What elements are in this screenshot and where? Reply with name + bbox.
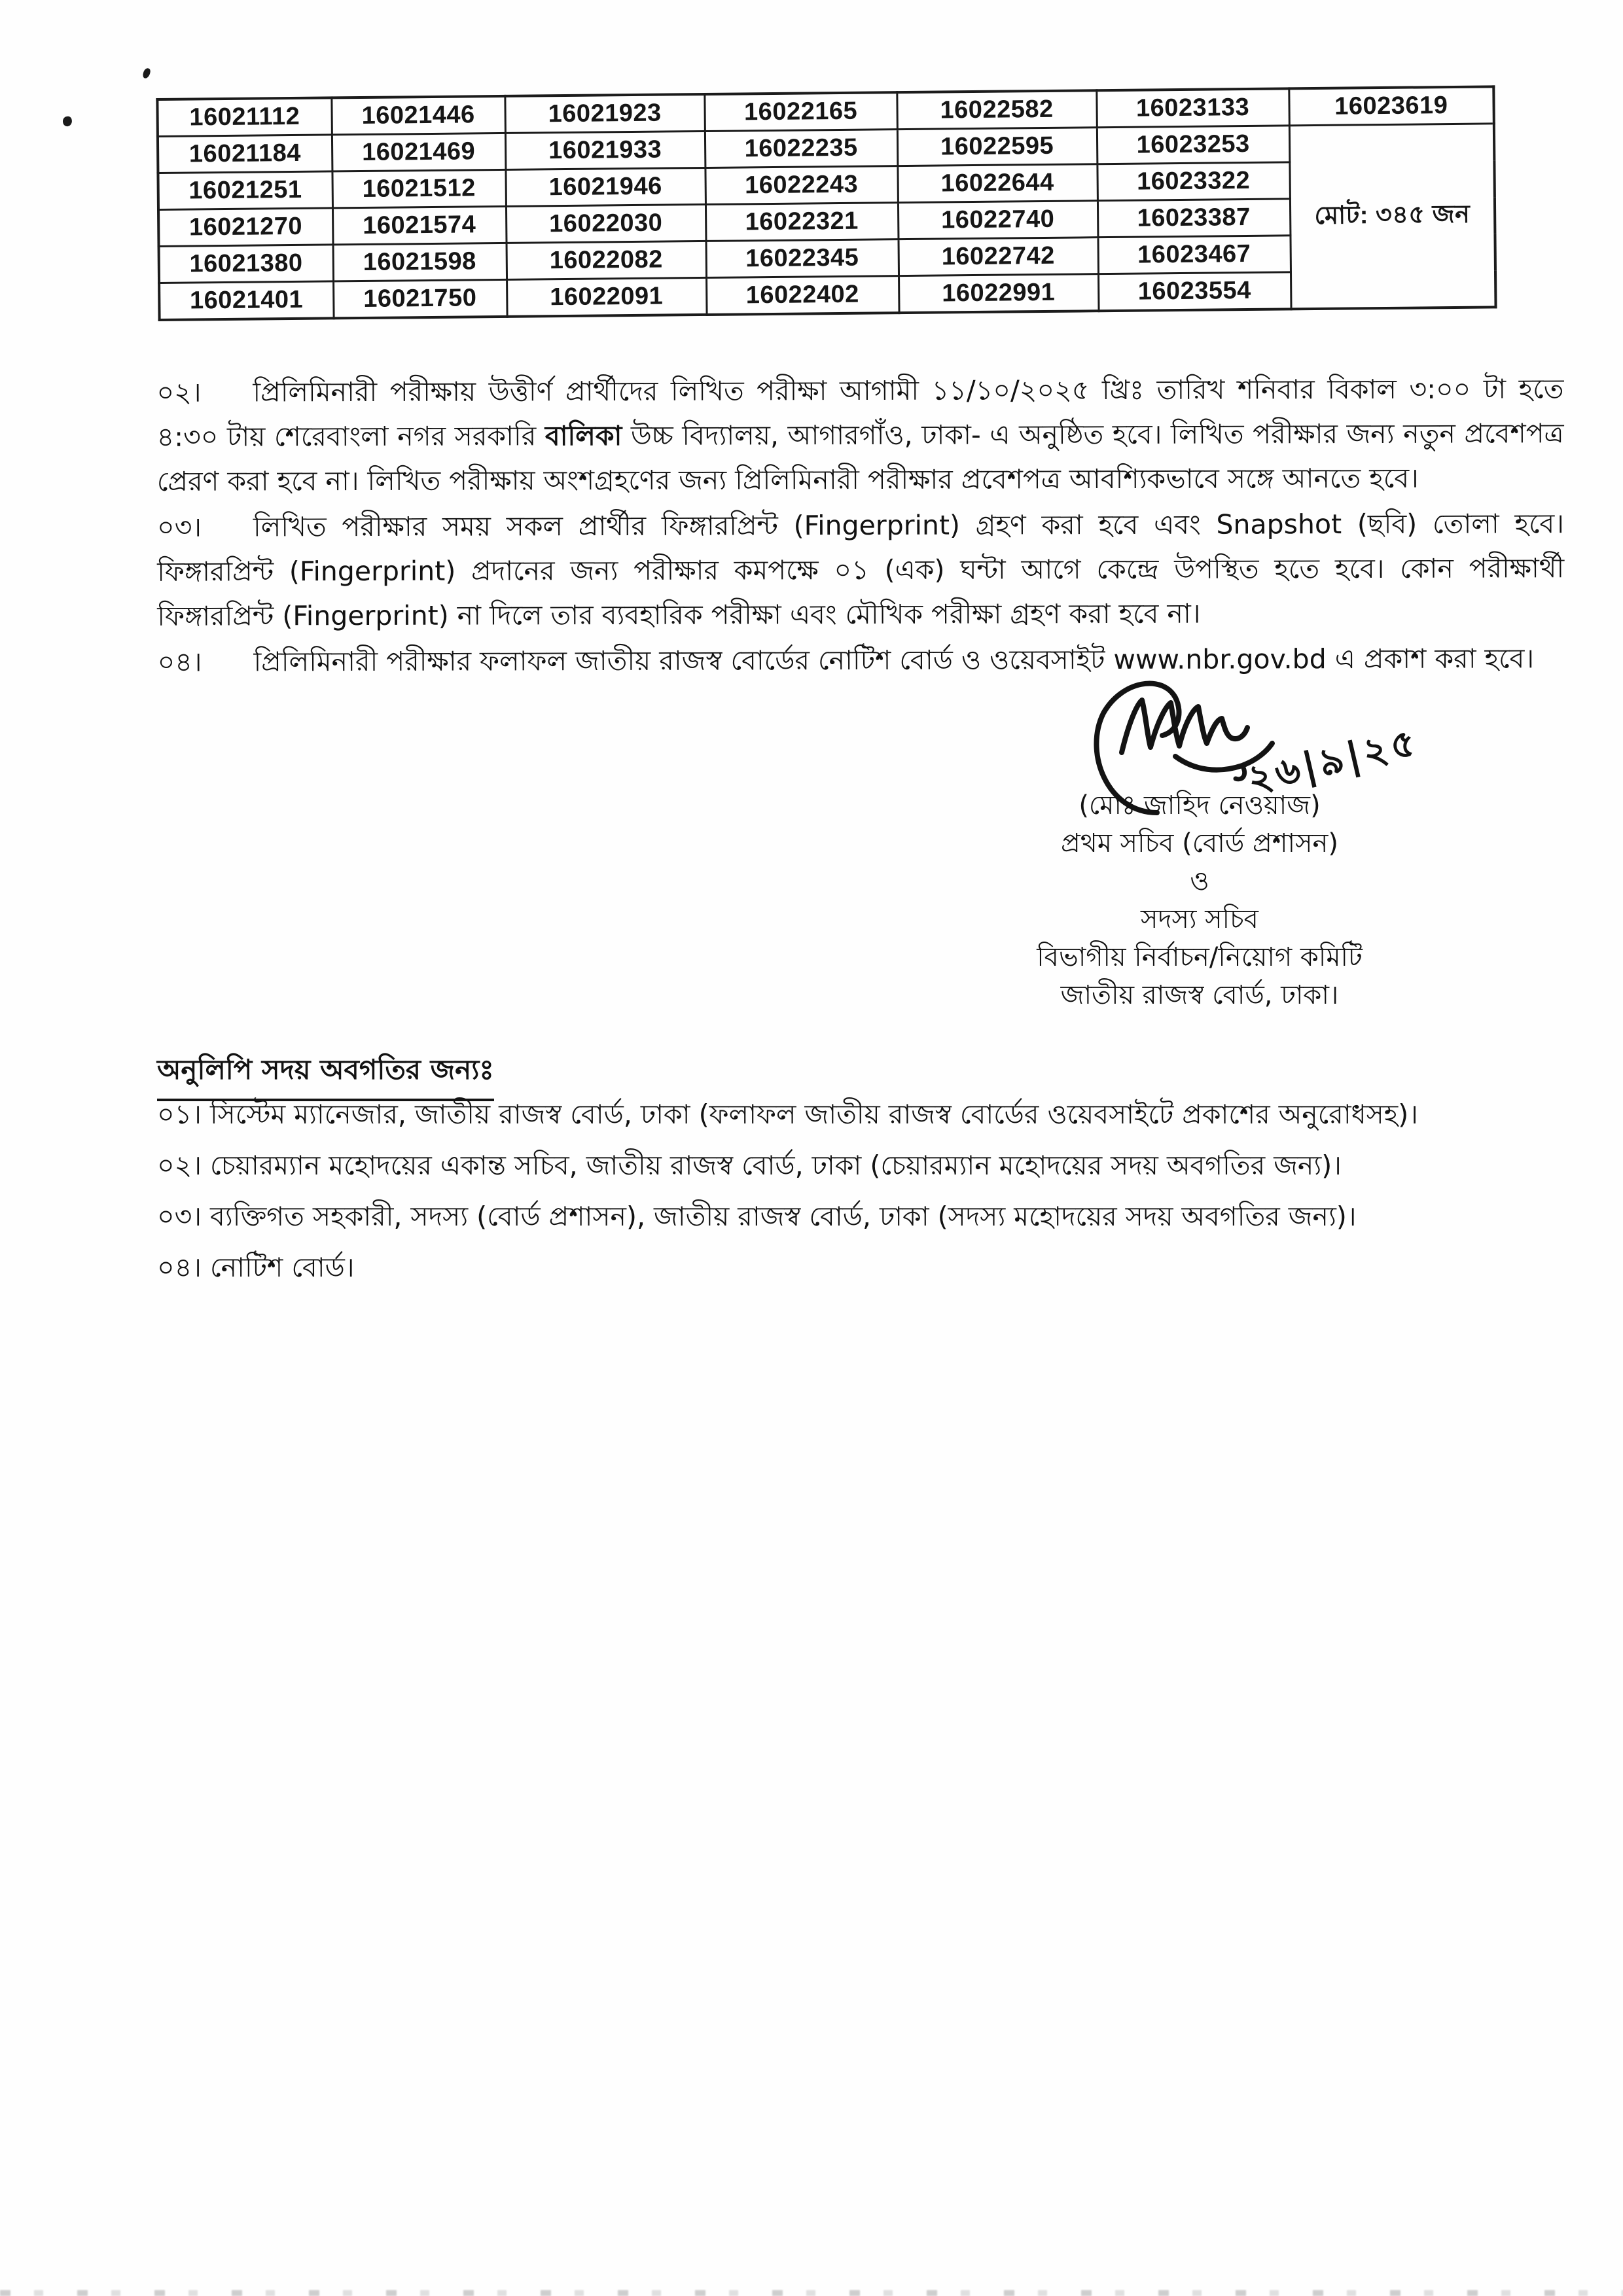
copy-list-item: ০২। চেয়ারম্যান মহোদয়ের একান্ত সচিব, জাতীয় রাজস্ব বোর্ড, ঢাকা (চেয়ারম্যান মহোদয়ের সদয় অবগতির জন্য)।: [157, 1150, 1342, 1181]
total-count-cell: মোট: ৩৪৫ জন: [1289, 124, 1496, 309]
roll-number-cell: 16022644: [897, 164, 1097, 203]
roll-number-cell: 16022991: [899, 274, 1099, 313]
roll-number-cell: 16022321: [705, 203, 899, 241]
copy-section-heading: অনুলিপি সদয় অবগতির জন্যঃ: [157, 1048, 494, 1101]
roll-number-cell: 16022165: [704, 92, 897, 131]
roll-number-cell: 16022582: [897, 90, 1097, 129]
roll-number-cell: 16021598: [333, 243, 507, 281]
roll-number-cell: 16022243: [705, 166, 898, 205]
paragraph-number: ০৪।: [157, 646, 202, 678]
roll-number-cell: 16023322: [1097, 162, 1290, 201]
roll-number-cell: 16023554: [1098, 272, 1291, 311]
roll-number-cell: 16022742: [898, 238, 1098, 276]
roll-number-cell: 16021270: [158, 208, 333, 247]
paragraph-03-text: লিখিত পরীক্ষার সময় সকল প্রার্থীর ফিঙ্গারপ্রিন্ট (Fingerprint) গ্রহণ করা হবে এবং Snapshot (ছবি) তোলা হবে। ফিঙ্গারপ্রিন্ট (Fingerprint) প্রদানের জন্য পরীক্ষার কমপক্ষে ০১ (এক) ঘন্টা আগে কেন্দ্রে উপস্থিত হতে হবে। কোন পরীক্ষার্থী ফিঙ্গারপ্রিন্ট (Fingerprint) না দিলে তার ব্যবহারিক পরীক্ষা এবং মৌখিক পরীক্ষা গ্রহণ করা হবে না।: [157, 508, 1565, 632]
paragraph-04: [157, 636, 1564, 684]
paragraph-number: ০৩।: [156, 511, 202, 543]
signatory-organization: জাতীয় রাজস্ব বোর্ড, ঢাকা।: [1060, 980, 1339, 1010]
roll-number-cell: 16022402: [706, 276, 899, 315]
signatory-title-primary: প্রথম সচিব (বোর্ড প্রশাসন): [1061, 828, 1338, 858]
roll-number-table: [156, 85, 1497, 321]
roll-number-cell: 16023387: [1097, 199, 1291, 238]
roll-number-cell: 16022740: [898, 201, 1098, 239]
roll-number-cell: 16021401: [159, 281, 334, 320]
copy-list: [157, 1089, 1571, 1293]
roll-number-cell: 16021446: [331, 96, 505, 135]
roll-number-cell: 16022345: [705, 239, 899, 278]
roll-number-cell: 16021574: [332, 206, 507, 245]
roll-number-cell: 16023619: [1289, 86, 1494, 126]
roll-number-cell: 16023133: [1096, 88, 1289, 127]
paragraph-02-bold-word: বালিকা: [544, 419, 622, 452]
roll-number-cell: 16023467: [1097, 236, 1291, 274]
roll-number-cell: 16021946: [505, 168, 705, 206]
roll-number-cell: 16022082: [507, 241, 707, 279]
roll-number-cell: 16021380: [159, 245, 334, 283]
paragraph-number: ০২।: [156, 376, 202, 408]
roll-number-cell: 16023253: [1097, 126, 1290, 164]
paragraph-02: [156, 366, 1564, 504]
signatory-name: (মোঃ জাহিদ নেওয়াজ): [1079, 790, 1321, 821]
roll-number-cell: 16021923: [505, 94, 705, 133]
notice-body: [156, 366, 1564, 686]
roll-number-cell: 16022030: [506, 204, 706, 243]
signature-date-handwritten: ২৬|৯|২৫: [1243, 719, 1423, 802]
roll-number-cell: 16021750: [333, 279, 507, 318]
roll-number-cell: 16021512: [332, 169, 506, 208]
signatory-committee: বিভাগীয় নির্বাচন/নিয়োগ কমিটি: [1037, 942, 1363, 972]
roll-number-table-body: [157, 86, 1495, 320]
roll-number-cell: 16022091: [507, 277, 707, 316]
roll-number-table-wrapper: [156, 85, 1497, 321]
roll-number-cell: 16021251: [158, 171, 332, 210]
roll-number-cell: 16021469: [332, 133, 506, 171]
paragraph-03: [157, 501, 1565, 639]
paragraph-02-text-pre: প্রিলিমিনারী পরীক্ষায় উত্তীর্ণ প্রার্থীদের লিখিত পরীক্ষা আগামী ১১/১০/২০২৫ খ্রিঃ তারিখ শনিবার বিকাল ৩:০০ টা হতে ৪:৩০ টায় শেরেবাংলা নগর সরকারি: [156, 373, 1564, 453]
paragraph-04-text: প্রিলিমিনারী পরীক্ষার ফলাফল জাতীয় রাজস্ব বোর্ডের নোটিশ বোর্ড ও ওয়েবসাইট www.nbr.gov.bd এ প্রকাশ করা হবে।: [253, 643, 1535, 678]
ink-speck: [142, 67, 151, 79]
roll-number-cell: 16022235: [705, 130, 898, 168]
paragraph-02-text-post: উচ্চ বিদ্যালয়, আগারগাঁও, ঢাকা- এ অনুষ্ঠিত হবে। লিখিত পরীক্ষার জন্য নতুন প্রবেশপত্র প্রেরণ করা হবে না। লিখিত পরীক্ষায় অংশগ্রহণের জন্য প্রিলিমিনারী পরীক্ষার প্রবেশপত্র আবশ্যিকভাবে সঙ্গে আনতে হবে।: [156, 417, 1564, 497]
signatory-conjunction: ও: [1190, 866, 1209, 896]
copy-list-item: ০১। সিস্টেম ম্যানেজার, জাতীয় রাজস্ব বোর্ড, ঢাকা (ফলাফল জাতীয় রাজস্ব বোর্ডের ওয়েবসাইটে প্রকাশের অনুরোধসহ)।: [157, 1099, 1418, 1130]
signatory-title-secondary: সদস্য সচিব: [1141, 904, 1258, 934]
ink-speck: [62, 116, 73, 128]
roll-number-cell: 16022595: [897, 128, 1097, 166]
roll-number-cell: 16021112: [157, 97, 332, 136]
roll-number-cell: 16021184: [158, 135, 332, 173]
roll-number-cell: 16021933: [505, 131, 705, 169]
copy-list-item: ০৩। ব্যক্তিগত সহকারী, সদস্য (বোর্ড প্রশাসন), জাতীয় রাজস্ব বোর্ড, ঢাকা (সদস্য মহোদয়ের সদয় অবগতির জন্য)।: [157, 1201, 1357, 1232]
scan-bottom-edge-noise: [0, 2290, 1623, 2296]
copy-list-item: ০৪। নোটিশ বোর্ড।: [157, 1252, 355, 1283]
signatory-block: [951, 786, 1448, 1014]
